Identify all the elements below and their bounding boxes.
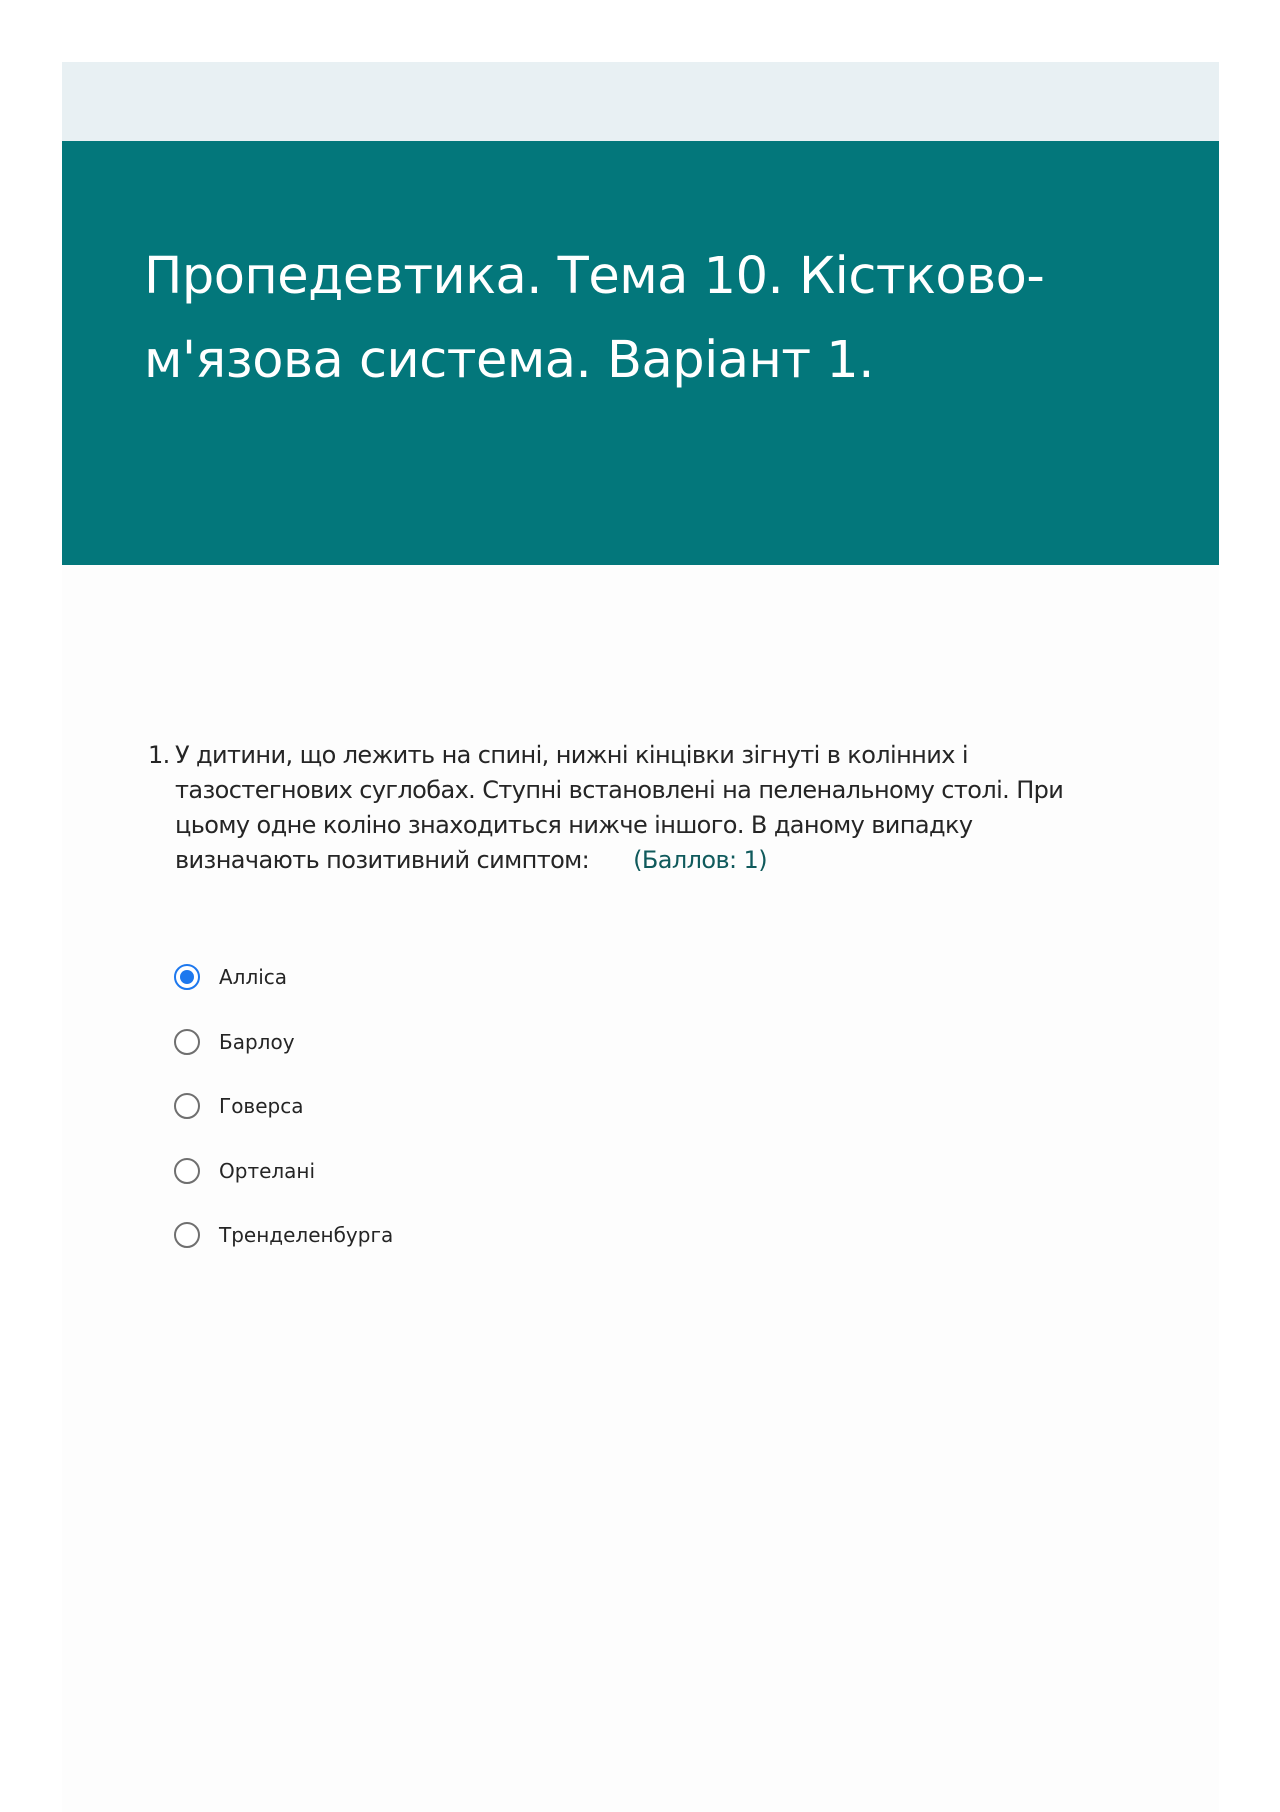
option-label: Говерса: [219, 1094, 304, 1118]
radio-button[interactable]: [174, 1158, 200, 1184]
answer-options: [174, 964, 393, 1287]
radio-button[interactable]: [174, 1222, 200, 1248]
question-line-3: цьому одне коліно знаходиться нижче іншого. В даному випадку: [175, 811, 973, 839]
question-number: 1.: [148, 741, 170, 769]
form-title-line-2: м'язова система. Варіант 1.: [144, 331, 874, 390]
option-label: Тренделенбурга: [219, 1223, 394, 1247]
form-card: [62, 62, 1219, 1812]
option-allisa[interactable]: [174, 964, 393, 1029]
option-barlow[interactable]: [174, 1029, 393, 1094]
question-line-2: тазостегнових суглобах. Ступні встановлені на пеленальному столі. При: [175, 776, 1064, 804]
form-title: [144, 235, 1144, 403]
question-line-4-text: визначають позитивний симптом:: [175, 846, 590, 874]
radio-button[interactable]: [174, 1093, 200, 1119]
option-label: Ортелані: [219, 1158, 316, 1183]
question-points: (Баллов: 1): [633, 846, 767, 874]
question-1: [148, 738, 1148, 878]
option-gowers[interactable]: [174, 1093, 393, 1158]
option-label: Алліса: [219, 965, 288, 989]
option-ortolani[interactable]: [174, 1158, 393, 1223]
radio-button[interactable]: [174, 1029, 200, 1055]
radio-button-selected[interactable]: [174, 964, 200, 990]
option-label: Барлоу: [219, 1029, 295, 1054]
form-title-line-1: Пропедевтика. Тема 10. Кістково-: [144, 247, 1045, 306]
question-line-1: У дитини, що лежить на спині, нижні кінцівки зігнуті в колінних і: [175, 741, 968, 769]
question-text: [148, 738, 1148, 878]
top-strip: [62, 62, 1219, 141]
form-header-banner: [62, 141, 1219, 565]
question-line-4: [175, 843, 1148, 878]
option-trendelenburg[interactable]: [174, 1222, 393, 1287]
